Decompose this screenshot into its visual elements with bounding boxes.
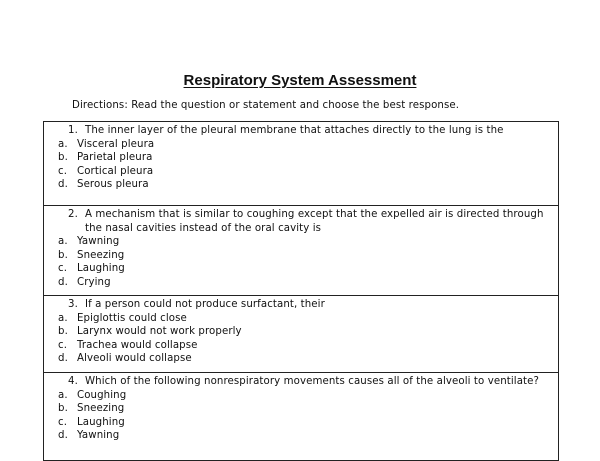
question-number: 4. xyxy=(68,376,78,387)
option-text: Larynx would not work properly xyxy=(77,326,242,337)
option-text: Yawning xyxy=(77,236,120,247)
option-letter: a. xyxy=(58,236,68,247)
directions-text: Directions: Read the question or statement and choose the best response. xyxy=(72,100,460,111)
option-text: Alveoli would collapse xyxy=(77,353,192,364)
option-text: Trachea would collapse xyxy=(77,339,198,351)
answer-option xyxy=(58,312,550,326)
option-text: Crying xyxy=(77,276,111,288)
option-letter: d. xyxy=(58,179,68,190)
question-number: 2. xyxy=(68,209,78,220)
option-text: Sneezing xyxy=(77,249,125,261)
question-stem xyxy=(68,208,550,235)
answer-option xyxy=(58,138,550,152)
answer-option xyxy=(58,402,550,416)
question-1 xyxy=(44,122,558,206)
option-letter: c. xyxy=(58,263,68,274)
answer-option xyxy=(58,389,550,403)
answer-option xyxy=(58,416,550,430)
question-text: Which of the following nonrespiratory movements causes all of the alveoli to ventilate? xyxy=(85,376,540,387)
option-text: Laughing xyxy=(77,416,125,428)
option-letter: b. xyxy=(58,152,68,163)
answer-option xyxy=(58,151,550,165)
answer-option xyxy=(58,165,550,179)
option-text: Epiglottis could close xyxy=(77,312,187,324)
question-text: A mechanism that is similar to coughing except that the expelled air is directed through the nasal cavities instead of the oral cavity is xyxy=(85,209,544,234)
answer-option xyxy=(58,235,550,249)
answer-option xyxy=(58,325,550,339)
answer-option xyxy=(58,178,550,192)
option-text: Coughing xyxy=(77,389,127,401)
option-text: Laughing xyxy=(77,263,125,274)
option-text: Visceral pleura xyxy=(77,138,155,150)
option-letter: d. xyxy=(58,276,68,288)
answer-option xyxy=(58,262,550,276)
option-letter: d. xyxy=(58,430,68,441)
option-letter: a. xyxy=(58,312,68,324)
question-2 xyxy=(44,206,558,296)
answer-option xyxy=(58,276,550,290)
answer-option xyxy=(58,352,550,366)
option-text: Cortical pleura xyxy=(77,165,154,177)
question-text: If a person could not produce surfactant, their xyxy=(85,299,325,310)
question-stem xyxy=(68,298,550,312)
option-letter: c. xyxy=(58,339,68,351)
option-letter: b. xyxy=(58,249,68,261)
option-letter: b. xyxy=(58,403,68,414)
question-number: 1. xyxy=(68,125,78,136)
questions-table xyxy=(43,121,559,461)
answer-option xyxy=(58,429,550,443)
answer-option xyxy=(58,339,550,353)
option-letter: b. xyxy=(58,326,68,337)
question-stem xyxy=(68,124,550,138)
question-4 xyxy=(44,373,558,461)
option-text: Sneezing xyxy=(77,403,125,414)
question-text: The inner layer of the pleural membrane that attaches directly to the lung is the xyxy=(85,125,504,136)
question-stem xyxy=(68,375,550,389)
answer-option xyxy=(58,249,550,263)
option-letter: c. xyxy=(58,416,68,428)
option-letter: a. xyxy=(58,389,68,401)
option-letter: a. xyxy=(58,138,68,150)
option-text: Parietal pleura xyxy=(77,152,153,163)
question-number: 3. xyxy=(68,299,78,310)
option-letter: c. xyxy=(58,165,68,177)
page-title: Respiratory System Assessment xyxy=(183,72,417,89)
option-text: Serous pleura xyxy=(77,179,149,190)
question-3 xyxy=(44,296,558,373)
option-text: Yawning xyxy=(77,430,120,441)
option-letter: d. xyxy=(58,353,68,364)
